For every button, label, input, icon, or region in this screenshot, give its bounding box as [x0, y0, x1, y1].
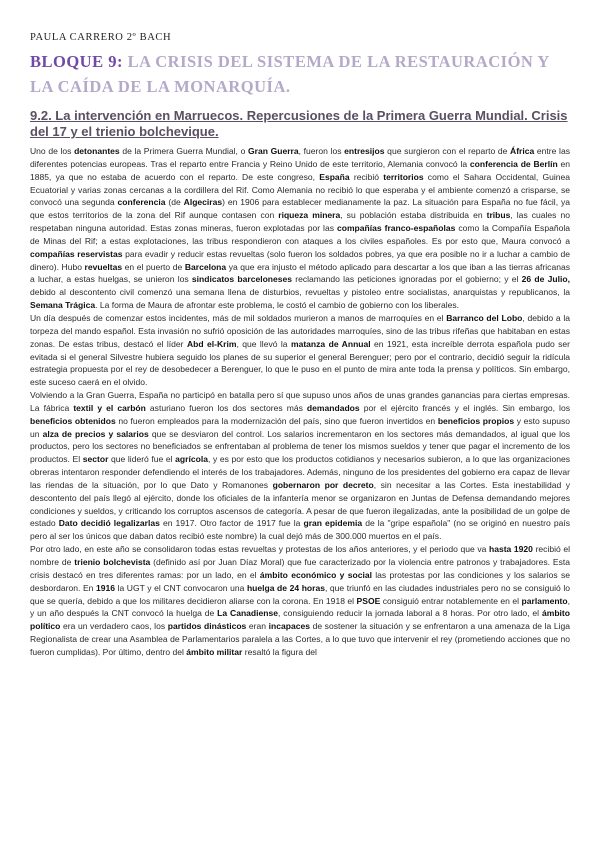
bold-term: riqueza minera: [278, 210, 341, 221]
bold-term: Algeciras: [183, 197, 223, 208]
text-run: entre las diferentes potencias europeas. Tras el reparto entre Francia y Reino Unido de este territorio, Alemania convocó la: [30, 146, 570, 169]
text-run: ) en 1906 para establecer medianamente la paz. La situación para España no fue fácil, ya que estos territorios de la zona del Rif aunque contasen con: [30, 197, 570, 221]
bold-term: Semana Trágica: [30, 300, 96, 311]
bold-term: tribus: [486, 210, 511, 221]
text-run: en el puerto de: [122, 261, 185, 272]
text-run: de la Primera Guerra Mundial, o: [119, 146, 248, 156]
text-run: como el Sahara Occidental, Guinea Ecuatorial y varias zonas cercanas a la cordillera del Rif. Como Alemania no recibió lo que esperaba y el ambiente comenzó a crisparse, se convocó una segunda: [30, 171, 571, 208]
bold-term: sector: [82, 454, 109, 465]
bold-term: revueltas: [84, 261, 123, 272]
text-run: Uno de los: [30, 146, 75, 156]
bold-term: agrícola: [175, 454, 208, 465]
section-title: 9.2. La intervención en Marruecos. Repercusiones de la Primera Guerra Mundial. Crisis del 17 y el trienio bolchevique.: [30, 108, 568, 139]
text-run: , y un año después la CNT convocó la huelga de: [30, 595, 570, 619]
text-run: , debido a la torpeza del mando español. Esta invasión no sufrió oposición de las autoridades marroquíes, sino de las tribus rifeñas que habitaban en estas zonas. De estas tribus, destacó el líder: [30, 312, 570, 349]
bold-term: España: [319, 171, 350, 182]
block-label: BLOQUE 9:: [30, 52, 123, 71]
text-run: Volviendo a la Gran Guerra, España no participó en batalla pero sí que supuso unos años de unas grandes ganancias para ciertas empresas. La fábrica: [30, 390, 570, 413]
text-run: , y es por esto que los productos cotidianos y necesarios subieron, a lo que las organizaciones obreras intentaron responder defendiendo el interés de los trabajadores. Además, ninguno de los presidentes del gobierno era capaz de llevar las riendas de la situación, por lo que Dato y Romanones: [30, 454, 570, 490]
text-run: y esto supuso un: [30, 415, 570, 439]
text-run: de la "gripe española" (no se originó en nuestro país pero al ser los únicos que daban datos recibió este nombre) la cual dejó más de 300.000 muertos en el país.: [30, 518, 570, 542]
bold-term: gobernaron por decreto: [272, 479, 374, 490]
bold-term: conferencia: [117, 197, 166, 208]
bold-term: entresijos: [344, 146, 385, 156]
bold-term: partidos dinásticos: [167, 621, 247, 632]
text-run: asturiano fueron los dos sectores más: [145, 402, 307, 413]
text-run: , las cuales no respetaban ninguna autoridad. Estas zonas mineras, fueron explotadas por las: [30, 210, 571, 234]
bold-term: sindicatos barceloneses: [191, 274, 293, 285]
text-run: , su población estaba distribuida en: [340, 210, 487, 221]
bold-term: hasta 1920: [488, 544, 533, 555]
text-run: que lideró fue el: [108, 454, 176, 465]
block-title-text: LA CRISIS DEL SISTEMA DE LA RESTAURACIÓN Y LA CAÍDA DE LA MONARQUÍA.: [30, 52, 550, 96]
paragraph: [30, 145, 570, 312]
text-run: que surgieron con el reparto de: [384, 146, 511, 156]
author-header: PAULA CARRERO 2º BACH: [30, 32, 172, 43]
text-run: , fueron los: [298, 146, 345, 156]
bold-term: Gran Guerra: [248, 146, 299, 156]
block-title: [30, 49, 570, 99]
bold-term: matanza de Annual: [290, 338, 371, 349]
bold-term: ámbito económico y social: [259, 569, 372, 580]
paragraph: [30, 543, 570, 659]
bold-term: PSOE: [356, 595, 381, 606]
bold-term: textil y el carbón: [73, 402, 146, 413]
bold-term: Abd el-Krim: [186, 338, 237, 349]
text-run: , consiguiendo reducir la jornada laboral a 8 horas. Por otro lado, el: [278, 608, 542, 619]
bold-term: huelga de 24 horas: [246, 582, 325, 593]
text-run: Por otro lado, en este año se consolidaron todas estas revueltas y protestas de los años anteriores, y el periodo que va: [30, 544, 489, 555]
bold-term: beneficios propios: [437, 415, 515, 426]
bold-term: beneficios obtenidos: [30, 415, 116, 426]
bold-term: parlamento: [521, 595, 568, 606]
text-run: Un día después de comenzar estos incidentes, más de mil soldados murieron a manos de marroquíes en el: [30, 312, 447, 323]
document-body: [30, 145, 570, 659]
paragraph: [30, 389, 570, 543]
bold-term: compañías reservistas: [30, 248, 123, 259]
text-run: por el ejército francés y el inglés. Sin embargo, los: [359, 402, 570, 413]
text-run: recibió: [349, 171, 384, 182]
bold-term: demandados: [306, 402, 360, 413]
document-page: [30, 32, 570, 659]
text-run: (definido así por Juan Díaz Moral) que fue caracterizado por la violencia entre patronos y trabajadores. Esta crisis destacó en tres diferentes ramas: por un lado, en el: [30, 557, 570, 580]
bold-term: compañías franco-españolas: [336, 223, 456, 234]
text-run: , sin necesitar a las Cortes. Esta inestabilidad y descontento del país llegó al ejército, donde los oficiales de la infantería menor se organizaron en Juntas de Defensa demandando mejores condiciones y sueldos, y criticando los corruptos ascensos de categoría. A pesar de que fueron ilegalizadas, ante la posibilidad de un golpe de estado: [30, 479, 570, 529]
bold-term: trienio bolchevista: [74, 557, 151, 567]
text-run: en 1885, ya que no estaba de acuerdo con el reparto. De este congreso,: [30, 158, 570, 182]
bold-term: ámbito militar: [186, 646, 243, 657]
bold-term: detonantes: [74, 146, 120, 156]
text-run: , que triunfó en las ciudades industriales pero no se consiguió lo que se quería, debido a que los militares decidieron aliarse con la corona. En 1918 el: [30, 582, 570, 606]
bold-term: territorios: [383, 171, 424, 182]
bold-term: incapaces: [268, 621, 310, 632]
text-run: para evadir y reducir estas revueltas (solo fueron los soldados pobres, ya que era posible no ir a luchar a cambio de dinero). Hubo: [30, 248, 570, 272]
text-run: reclamando las peticiones ignoradas por el gobierno; y el: [292, 274, 522, 285]
text-run: las protestas por las condiciones y los salarios se desbordaron. En: [30, 569, 570, 593]
bold-term: 1916: [95, 582, 115, 593]
text-run: , que llevó la: [236, 338, 291, 349]
bold-term: La Canadiense: [217, 608, 279, 619]
bold-term: alza de precios y salarios: [42, 428, 149, 439]
paragraph: [30, 312, 570, 389]
text-run: debido al descontento civil comenzó una semana llena de disturbios, revueltas y pistoleo entre socialistas, anarquistas y republicanos, la: [30, 287, 570, 298]
text-run: . La forma de Maura de afrontar este problema, le costó el cambio de gobierno con los liberales.: [95, 300, 460, 311]
text-run: ya que era injusto el método aplicado para descartar a los que iban a las tierras africanas a luchar, a estas huelgas, se unieron los: [30, 261, 570, 285]
text-run: consiguió entrar notablemente en el: [380, 595, 522, 606]
bold-term: Barcelona: [184, 261, 227, 272]
bold-term: África: [510, 146, 535, 156]
text-run: en 1921, esta increíble derrota española pudo ser evitada si el general Silvestre hubiera seguido los planes de su superior el general Berenguer; pero por el contrario, decidió seguir la ridícula estrategia propuesta por el rey de desobedecer a Berenguer, lo que le puso en el punto de mira ante toda la prensa y políticos. Sin embargo, este suceso caerá en el olvido.: [30, 338, 570, 388]
text-run: como la Compañía Española de Minas del Rif; a estas explotaciones, las tribus respondieron con ataques a los civiles españoles. Es por esto que, Maura convocó a: [30, 223, 570, 246]
bold-term: gran epidemia: [303, 518, 363, 529]
bold-term: Dato decidió legalizarlas: [58, 518, 160, 529]
text-run: no fueron empleados para la modernización del país, sino que fueron invertidos en: [115, 415, 438, 426]
text-run: (de: [165, 197, 184, 208]
bold-term: 26 de Julio,: [521, 274, 570, 285]
bold-term: Barranco del Lobo: [446, 312, 523, 323]
text-run: que se desviaron del control. Los salarios incrementaron en los sectores más demandados, al igual que los productos, pero los sectores no beneficiados se enfrentaban al problema de tener los mismos sueldos y tener que pagar el incremento de los productos. El: [30, 428, 571, 465]
text-run: eran: [246, 621, 269, 632]
bold-term: ámbito político: [30, 608, 570, 632]
text-run: era un verdadero caos, los: [60, 621, 168, 632]
text-run: en 1917. Otro factor de 1917 fue la: [159, 518, 304, 529]
text-run: resaltó la figura del: [242, 646, 317, 657]
text-run: la UGT y el CNT convocaron una: [115, 582, 247, 593]
text-run: recibió el nombre de: [30, 544, 571, 567]
text-run: de sostener la situación y se enfrentaron a una amenaza de la Liga Regionalista de crear una Asamblea de Parlamentarios paralela a las Cortes, a lo que tuvo que intervenir el rey (prometiendo acciones que no fueron cumplidas). Por último, dentro del: [30, 621, 570, 657]
bold-term: conferencia de Berlín: [469, 158, 558, 169]
